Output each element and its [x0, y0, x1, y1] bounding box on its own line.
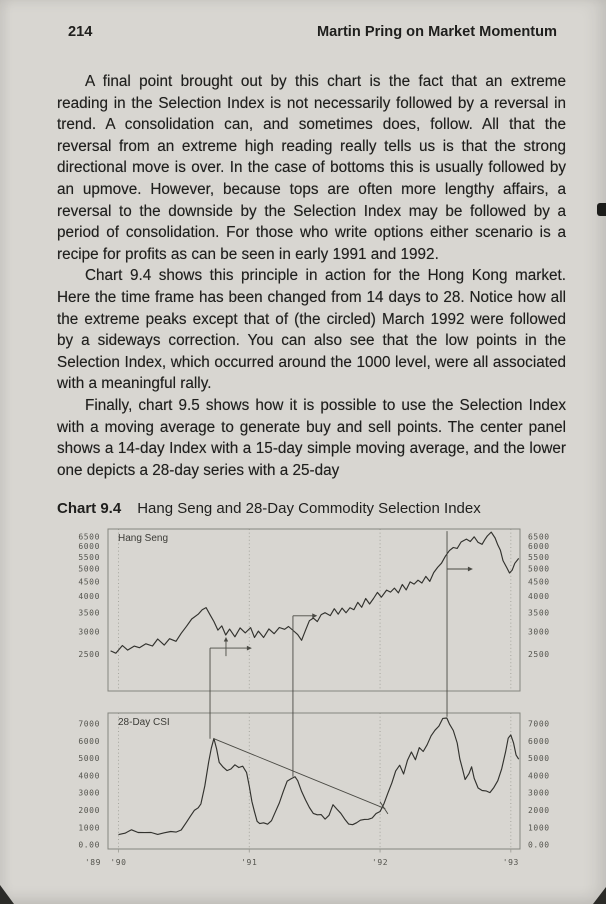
y-tick-right: 5000 — [528, 754, 550, 764]
y-tick-left: 6000 — [78, 542, 100, 552]
chart-caption-title: Hang Seng and 28-Day Commodity Selection Index — [137, 500, 481, 517]
y-tick-right: 2000 — [528, 806, 550, 816]
y-tick-right: 4500 — [528, 577, 550, 587]
chart-9-4-figure — [48, 521, 570, 889]
arrow-head — [247, 646, 252, 651]
hang-seng-panel — [78, 529, 549, 691]
hang-seng-line — [111, 532, 519, 653]
paragraph-1: A final point brought out by this chart is the fact that an extreme reading in the Selection Index is not necessarily followed by a reversal in trend. A consolidation can, and sometimes does, follow. All that the reversal from an extreme high reading really tells us is that the strong directional move is over. In the case of bottoms this is usually followed by an upmove. However, because tops are often more lengthy affairs, a reversal to the downside by the Selection Index may be followed by a period of consolidation. For those who write options either scenario is a recipe for profits as can be seen in early 1991 and 1992. — [57, 73, 566, 263]
csi-panel — [78, 713, 549, 850]
y-tick-right: 7000 — [528, 719, 550, 729]
hang-seng-panel-label: Hang Seng — [118, 533, 169, 544]
y-tick-left: 4500 — [78, 577, 100, 587]
csi-panel-label: 28-Day CSI — [118, 717, 170, 728]
body-text — [57, 71, 566, 481]
x-tick-label: '91 — [241, 858, 258, 867]
y-tick-right: 6000 — [528, 736, 550, 746]
y-tick-right: 3000 — [528, 788, 550, 798]
y-tick-left: 3500 — [78, 608, 100, 618]
trendline — [214, 739, 385, 809]
y-tick-left: 2000 — [78, 806, 100, 816]
y-tick-left: 3000 — [78, 627, 100, 637]
csi-line — [119, 718, 519, 835]
x-tick-label: '89 — [84, 858, 102, 867]
y-tick-right: 5000 — [528, 564, 550, 574]
y-tick-right: 2500 — [528, 649, 550, 659]
hang-seng-frame — [108, 529, 520, 691]
y-tick-right: 3000 — [528, 627, 550, 637]
chart-caption-label: Chart 9.4 — [57, 500, 122, 517]
y-tick-left: 5500 — [78, 552, 100, 562]
y-tick-right: 5500 — [528, 552, 550, 562]
chart-caption — [57, 500, 566, 517]
y-tick-left: 3000 — [78, 788, 100, 798]
scan-artifact-bottom-right — [593, 887, 606, 904]
y-tick-right: 4000 — [528, 592, 550, 602]
y-tick-left: 0.00 — [78, 840, 100, 850]
csi-frame — [108, 713, 520, 849]
paragraph-2: Chart 9.4 shows this principle in action for the Hong Kong market. Here the time frame has been changed from 14 days to 28. Notice how all the extreme peaks except that of (the circled) March 1992 were followed by a sideways correction. You can also see that the low points in the Selection Index, which occurred around the 1000 level, were all associated with a meaningful rally. — [57, 267, 566, 393]
y-tick-right: 1000 — [528, 823, 550, 833]
y-tick-right: 6500 — [528, 532, 550, 542]
y-tick-left: 2500 — [78, 649, 100, 659]
arrow-head — [312, 613, 317, 618]
y-tick-right: 6000 — [528, 542, 550, 552]
x-tick-label: '92 — [371, 858, 389, 867]
chart-9-4-svg — [48, 521, 570, 889]
scan-artifact-bottom-left — [0, 885, 14, 904]
y-tick-left: 7000 — [78, 719, 100, 729]
y-tick-right: 0.00 — [528, 840, 550, 850]
y-tick-left: 5000 — [78, 564, 100, 574]
scan-artifact-edge-blob — [597, 203, 606, 216]
x-tick-label: '93 — [502, 858, 519, 867]
arrow-head — [224, 637, 228, 642]
y-tick-left: 4000 — [78, 592, 100, 602]
y-tick-left: 4000 — [78, 771, 100, 781]
y-tick-left: 6000 — [78, 736, 100, 746]
y-tick-left: 5000 — [78, 754, 100, 764]
page-number: 214 — [68, 24, 93, 40]
y-tick-left: 1000 — [78, 823, 100, 833]
paragraph-3: Finally, chart 9.5 shows how it is possible to use the Selection Index with a moving average to generate buy and sell points. The center panel shows a 14-day Index with a 15-day simple moving average, and the lower one depicts a 28-day series with a 25-day — [57, 396, 566, 479]
y-tick-left: 6500 — [78, 532, 100, 542]
x-tick-label: '90 — [110, 858, 127, 867]
arrow-head — [468, 567, 473, 572]
y-tick-right: 3500 — [528, 608, 550, 618]
running-header: Martin Pring on Market Momentum — [317, 24, 557, 40]
y-tick-right: 4000 — [528, 771, 550, 781]
